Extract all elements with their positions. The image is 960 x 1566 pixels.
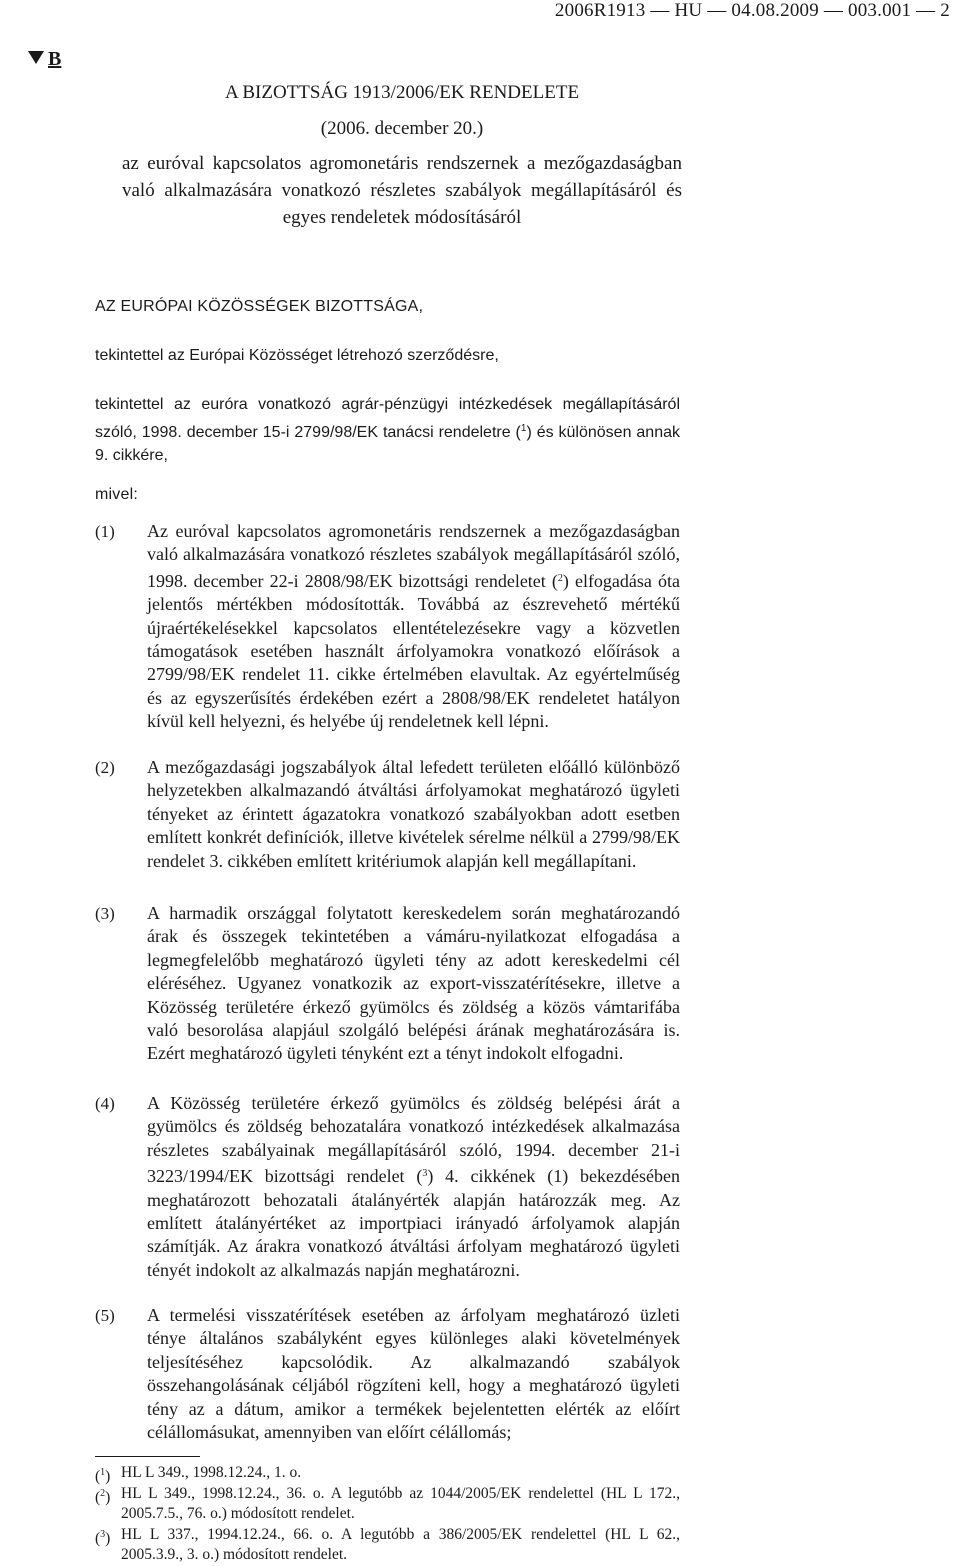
footnote-text: HL L 337., 1994.12.24., 66. o. A legutóbb a 386/2005/EK rendelettel (HL L 62., 2005.3.9., 3. o.) módosított rendelet.: [121, 1525, 680, 1563]
document-date: (2006. december 20.): [320, 118, 484, 139]
recital-text: A Közösség területére érkező gyümölcs és zöldség belépési árát a gyümölcs és zöldség behozatalára vonatkozó intézkedések alkalmazása részletes szabályainak megállapításáról szóló, 1994. december 21-i 3223/1994/EK bizottsági rendelet (: [147, 1093, 680, 1187]
recital-4: [95, 1092, 680, 1282]
footnote-text: HL L 349., 1998.12.24., 36. o. A legutóbb az 1044/2005/EK rendelettel (HL L 172., 2005.7.5., 76. o.) módosított rendelet.: [121, 1484, 680, 1522]
footnote-3: [95, 1525, 680, 1566]
amendment-marker: [28, 48, 61, 71]
footnote-2: [95, 1484, 680, 1525]
citation-1: tekintettel az Európai Közösséget létrehozó szerződésre,: [95, 347, 499, 364]
citation-2-text-cont: ) és különösen annak 9. cikkére,: [95, 423, 680, 464]
running-header: 2006R1913 — HU — 04.08.2009 — 003.001 — 2: [554, 0, 950, 21]
footnote-number: ($^1$): [95, 1467, 111, 1485]
footnote-ref-1[interactable]: 1: [520, 422, 527, 434]
recital-1: [95, 520, 680, 734]
recital-number: (2): [95, 758, 115, 777]
amendment-marker-link[interactable]: B: [48, 48, 62, 70]
recital-text: A termelési visszatérítések esetében az árfolyam meghatározó üzleti ténye általános szabályként egyes különleges alaki követelmények teljesítéséhez kapcsolódik. Az alkalmazandó szabályok összehangolásának céljából rögzíteni kell, hogy a meghatározó ügyleti tény az a dátum, amikor a termékek bejelentetten elérték az előírt célállomásukat, amennyiben van előírt célállomás;: [147, 1305, 680, 1443]
footnote-number: ($^3$): [95, 1528, 111, 1547]
footnote-ref-2[interactable]: 2: [557, 572, 563, 584]
recital-number: (4): [95, 1094, 115, 1113]
recital-text: A harmadik országgal folytatott kereskedelem során meghatározandó árak és összegek tekintetében a vámáru-nyilatkozat elfogadása a legmegfelelőbb meghatározó ügyleti tény az adott kereskedelmi cél eléréséhez. Ugyanez vonatkozik az export-visszatérítésekre, illetve a Közösség területére érkező gyümölcs és zöldség a közös vámtarifába való besorolása alapjául szolgáló belépési árának meghatározására is. Ezért meghatározó ügyleti tényként ezt a tényt indokolt elfogadni.: [147, 903, 680, 1064]
recital-5: [95, 1304, 680, 1444]
recital-number: (3): [95, 904, 115, 923]
footnote-ref-3[interactable]: 3: [422, 1168, 428, 1180]
recital-2: [95, 756, 680, 873]
recital-text: A mezőgazdasági jogszabályok által lefedett területen előálló különböző helyzetekben alkalmazandó átváltási árfolyamokat meghatározó ügyleti tényeket az érintett ágazatokra vonatkozó szabályokban adott esetben említett konkrét definíciók, illetve kivételek sérelme nélkül a 2799/98/EK rendelet 3. cikkében említett kritériumok alapján kell megállapítani.: [147, 757, 680, 871]
citation-2: [95, 393, 680, 468]
footnote-text: HL L 349., 1998.12.24., 1. o.: [121, 1464, 302, 1481]
footnote-divider: [95, 1456, 200, 1457]
document-title: A BIZOTTSÁG 1913/2006/EK RENDELETE: [224, 82, 580, 103]
recital-number: (1): [95, 522, 115, 541]
whereas-label: mivel:: [95, 486, 138, 503]
footnotes: [95, 1463, 680, 1566]
citation-2-text: tekintettel az euróra vonatkozó agrár-pénzügyi intézkedések megállapításáról szóló, 1998. december 15-i 2799/98/EK tanácsi rendeletre (: [95, 396, 680, 441]
recital-text: Az euróval kapcsolatos agromonetáris rendszernek a mezőgazdaságban való alkalmazására vonatkozó részletes szabályok megállapításáról szóló, 1998. december 22-i 2808/98/EK bizottsági rendeletet (: [147, 521, 680, 591]
triangle-down-icon: [28, 51, 44, 64]
recital-number: (5): [95, 1306, 115, 1325]
recital-text-cont: ) 4. cikkének (1) bekezdésében meghatározott behozatali átalányérték alapján határozzák meg. Az említett átalányértéket az importpiaci irányadó árfolyamok alapján számítják. Az árakra vonatkozó átváltási árfolyam meghatározó ügyleti tényét indokolt az alkalmazás napján meghatározni.: [147, 1166, 680, 1280]
footnote-1: [95, 1463, 680, 1484]
document-subtitle: az euróval kapcsolatos agromonetáris rendszernek a mezőgazdaságban való alkalmazására vonatkozó részletes szabályok megállapításáról és egyes rendeletek módosításáról: [122, 153, 682, 228]
footnote-number: ($^2$): [95, 1487, 111, 1506]
recital-text-cont: ) elfogadása óta jelentős mértékben módosították. Továbbá az észrevehető mértékű újraértékelésekkel kapcsolatos ellentételezésekre vagy a közvetlen támogatások esetében használt árfolyamokra vonatkozó előírások a 2799/98/EK rendelet 11. cikke értelmében elavultak. Az egyértelműség és az egyszerűsítés érdekében ezért a 2808/98/EK rendeletet hatályon kívül kell helyezni, és helyébe új rendeletnek kell lépni.: [147, 570, 680, 732]
recital-3: [95, 902, 680, 1066]
issuing-authority: AZ EURÓPAI KÖZÖSSÉGEK BIZOTTSÁGA,: [95, 298, 424, 315]
